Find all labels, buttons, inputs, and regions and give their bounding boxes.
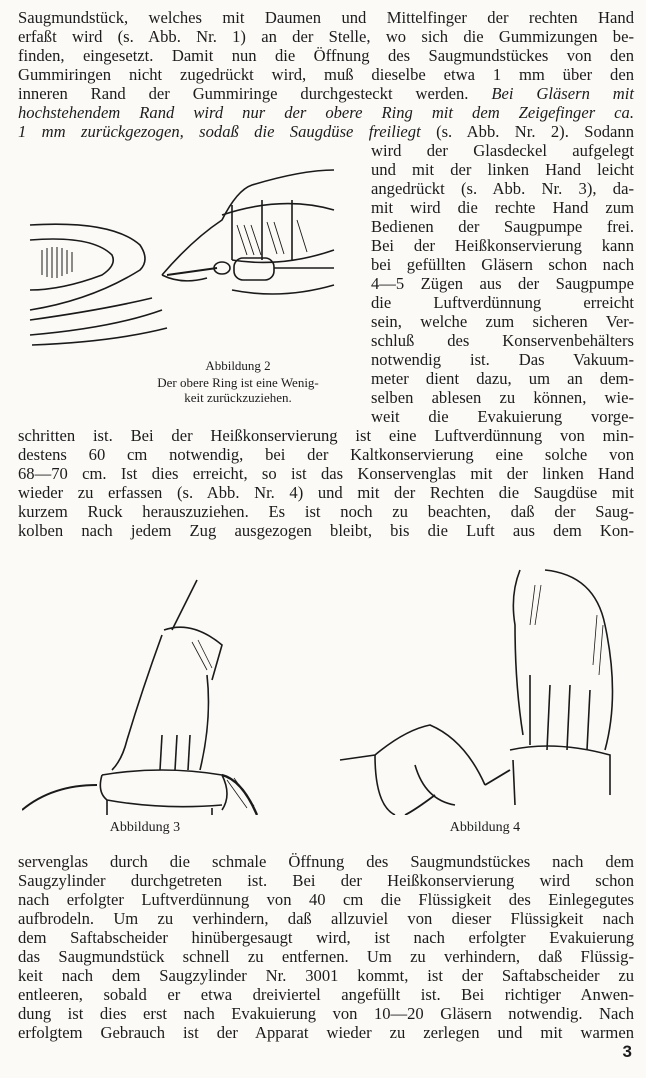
text-line: bei gefüllten Gläsern schon nach — [371, 255, 634, 274]
text-line: Bei der Heißkonservierung kann — [371, 236, 634, 255]
figure-2-illustration — [22, 150, 340, 350]
lid-rim — [102, 770, 227, 810]
text-line: entleeren, sobald er etwa dreiviertel angefüllt ist. Bei richtiger Anwen- — [18, 985, 634, 1004]
text-line: erfaßt wird (s. Abb. Nr. 1) an der Stelle, wo sich die Gummizungen be- — [18, 27, 634, 46]
text-line: erfolgtem Gebrauch ist der Apparat wieder zu zerlegen und mit warmen — [18, 1023, 634, 1042]
sleeve-cuff — [164, 627, 222, 680]
italic-text-run: Bei Gläsern mit — [491, 84, 634, 103]
figure-4-title: Abbildung 4 — [449, 820, 521, 835]
figure-2-title: Abbildung 2 — [205, 358, 271, 373]
hand-outline — [112, 635, 162, 770]
text-run: (s. Abb. Nr. 2). Sodann — [436, 122, 634, 141]
text-line: die Luftverdünnung erreicht — [371, 293, 634, 312]
text-line: meter dient dazu, um an dem- — [371, 369, 634, 388]
text-line: das Saugmundstück schnell zu entfernen. Um zu verhindern, daß Flüssig- — [18, 947, 634, 966]
text-line — [18, 122, 634, 141]
text-line: Gummiringen nicht zugedrückt wird, muß dieselbe etwa 1 mm über den — [18, 65, 634, 84]
text-line: notwendig ist. Das Vakuum- — [371, 350, 634, 369]
text-line: keit nach dem Saugzylinder Nr. 3001 kommt, ist der Saftabscheider zu — [18, 966, 634, 985]
text-line: mit wird die rechte Hand zum — [371, 198, 634, 217]
text-line: dem Saftabscheider hinübergesaugt wird, ist nach erfolgter Evakuierung — [18, 928, 634, 947]
text-line: schluß des Konservenbehälters — [371, 331, 634, 350]
text-line: Bedienen der Saugpumpe frei. — [371, 217, 634, 236]
figure-4-illustration — [335, 565, 635, 815]
figure-2-caption: Der obere Ring ist eine Wenig- — [157, 375, 319, 390]
left-hand-outline — [340, 725, 485, 785]
text-run: inneren Rand der Gummiringe durchgesteckt werden. — [18, 84, 469, 103]
jar-and-hand-drawing — [22, 150, 340, 350]
text-line: servenglas durch die schmale Öffnung des Saugmundstückes nach dem — [18, 852, 634, 871]
figure-2-caption: keit zurückzuziehen. — [184, 390, 292, 405]
text-line: wieder zu erfassen (s. Abb. Nr. 4) und mit der Rechten die Saugdüse mit — [18, 483, 634, 502]
text-line: und mit der linken Hand leicht — [371, 160, 634, 179]
text-line: selben ablesen zu können, wie- — [371, 388, 634, 407]
text-line: wird der Glasdeckel aufgelegt — [371, 141, 634, 160]
text-line: nach erfolgter Luftverdünnung von 40 cm die Flüssigkeit des Einlegegutes — [18, 890, 634, 909]
text-line: dung ist dies erst nach Evakuierung von 10—20 Gläsern notwendig. Nach — [18, 1004, 634, 1023]
italic-text-line: hochstehendem Rand wird nur der obere Ring mit dem Zeigefinger ca. — [18, 103, 634, 122]
page-number: 3 — [622, 1042, 632, 1061]
text-line: aufbrodeln. Um zu verhindern, daß allzuviel von dieser Flüssigkeit nach — [18, 909, 634, 928]
hand-pressing-lid-drawing — [22, 570, 262, 815]
text-line — [18, 84, 634, 103]
italic-text-run: 1 mm zurückgezogen, sodaß die Saugdüse freiliegt — [18, 122, 421, 141]
text-line: Saugzylinder durchgetreten ist. Bei der Heißkonservierung wird schon — [18, 871, 634, 890]
figure-3-illustration — [22, 570, 262, 815]
text-line: 4—5 Zügen aus der Saugpumpe — [371, 274, 634, 293]
nozzle-line — [485, 770, 510, 785]
text-line: 68—70 cm. Ist dies erreicht, so ist das Konservenglas mit der linken Hand — [18, 464, 634, 483]
hands-removing-nozzle-drawing — [335, 565, 635, 815]
jar-outline — [510, 746, 610, 795]
text-line: angedrückt (s. Abb. Nr. 3), da- — [371, 179, 634, 198]
text-line: kurzem Ruck herauszuziehen. Es ist noch zu beachten, daß der Saug- — [18, 502, 634, 521]
finger-outline — [162, 170, 334, 275]
text-line: destens 60 cm notwendig, bei der Kaltkonservierung eine solche von — [18, 445, 634, 464]
text-line: weit die Evakuierung vorge- — [371, 407, 634, 426]
text-line: Saugmundstück, welches mit Daumen und Mittelfinger der rechten Hand — [18, 8, 634, 27]
text-line: kolben nach jedem Zug ausgezogen bleibt, bis die Luft aus dem Kon- — [18, 521, 634, 540]
figure-3-title: Abbildung 3 — [109, 820, 181, 835]
text-line: finden, eingesetzt. Damit nun die Öffnung des Saugmundstückes von den — [18, 46, 634, 65]
text-line: sein, welche zum sicheren Ver- — [371, 312, 634, 331]
right-arm-outline — [513, 570, 523, 735]
text-line: schritten ist. Bei der Heißkonservierung ist eine Luftverdünnung von min- — [18, 426, 634, 445]
